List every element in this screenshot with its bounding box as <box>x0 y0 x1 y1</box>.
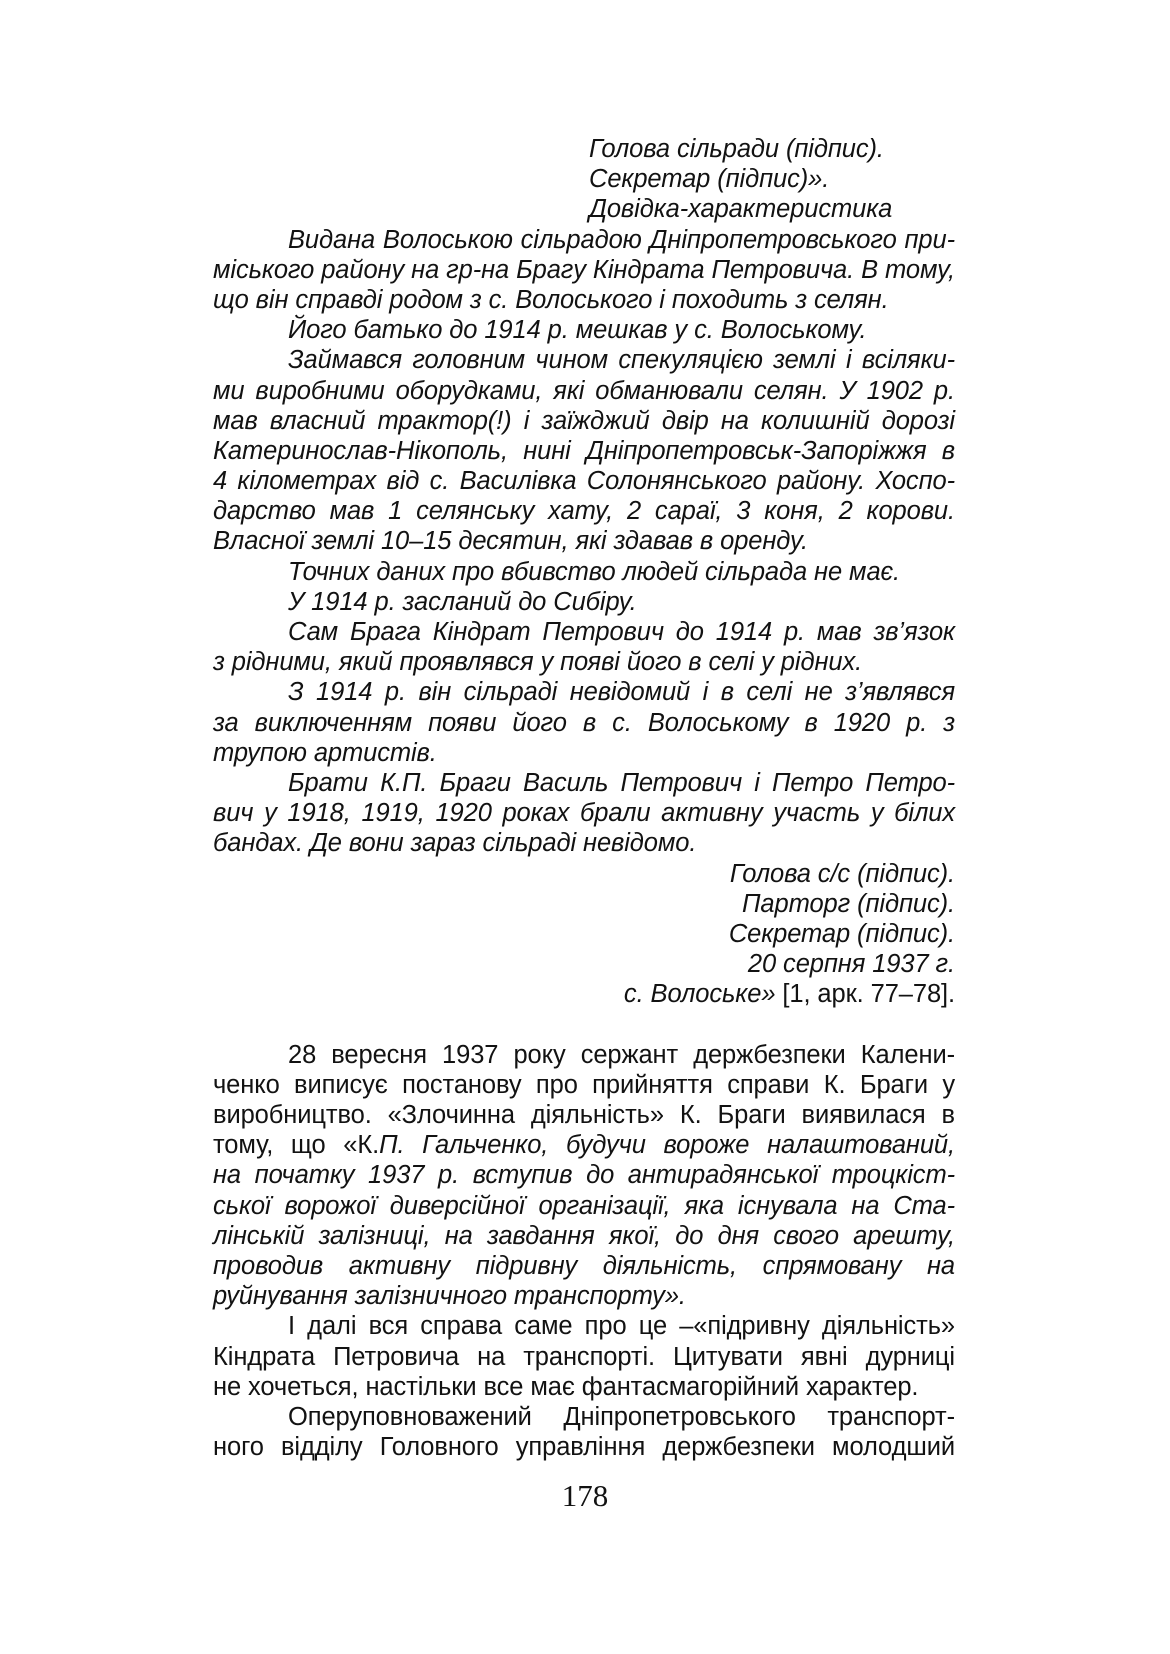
text-line: що він справді родом з с. Волоського і походить з селян. <box>213 285 889 314</box>
text-line: 28 вересня 1937 року сержант держбезпеки Калени- <box>288 1040 955 1069</box>
text-line: ного відділу Головного управління держбезпеки молодший <box>213 1433 955 1462</box>
text-line: міського району на гр-на Брагу Кіндрата Петровича. В тому, <box>213 255 955 284</box>
text-line: Сам Брага Кіндрат Петрович до 1914 р. мав зв’язок <box>288 618 955 646</box>
text-segment: тому, що «К. <box>213 1131 380 1160</box>
text-line: за виключенням появи його в с. Волоському в 1920 р. з <box>213 708 955 737</box>
text-line: Катеринослав-Нікополь, нині Дніпропетровськ-Запоріжжя в <box>213 436 955 465</box>
text-segment: с. Волоське» <box>623 980 783 1009</box>
text-line: Оперуповноважений Дніпропетровського транспорт- <box>288 1402 955 1431</box>
text-segment: [1, арк. 77–78]. <box>782 980 955 1009</box>
text-line: Голова с/с (підпис). <box>729 859 955 888</box>
text-line: лінській залізниці, на завдання якої, до дня свого арешту, <box>213 1221 955 1250</box>
text-line: не хочеться, настільки все має фантасмагорійний характер. <box>213 1372 919 1401</box>
text-line: трупою артистів. <box>213 738 437 767</box>
text-line: Кіндрата Петровича на транспорті. Цитувати явні дурниці <box>213 1342 955 1371</box>
text-line: дарство мав 1 селянську хату, 2 сараї, 3 коня, 2 корови. <box>213 497 955 526</box>
text-line: І далі вся справа саме про це –«підривну діяльність» <box>288 1312 955 1341</box>
text-line: ської ворожої диверсійної організації, яка існувала на Ста- <box>213 1191 955 1220</box>
text-lines <box>213 134 955 1462</box>
text-segment: П. Гальченко, будучи вороже налаштований, <box>379 1131 955 1160</box>
text-line: Секретар (підпис)». <box>589 165 830 194</box>
text-line: 4 кілометрах від с. Василівка Солонянського району. Хоспо- <box>213 467 955 496</box>
text-line: мав власний трактор(!) і заїжджий двір на колишній дорозі <box>213 406 955 435</box>
line-gap <box>213 1009 955 1039</box>
text-line: Брати К.П. Браги Василь Петрович і Петро Петро- <box>288 768 955 797</box>
text-line: Секретар (підпис). <box>728 919 955 948</box>
text-line <box>213 1130 955 1160</box>
text-line: Займався головним чином спекуляцією землі і всіляки- <box>288 346 955 375</box>
text-line: бандах. Де вони зараз сільраді невідомо. <box>213 829 697 858</box>
text-line: Парторг (підпис). <box>742 889 955 918</box>
text-line: Власної землі 10–15 десятин, які здавав в оренду. <box>213 527 808 556</box>
text-line: виробництво. «Злочинна діяльність» К. Браги виявилася в <box>213 1101 955 1129</box>
text-line: ченко виписує постанову про прийняття справи К. Браги у <box>213 1070 955 1099</box>
text-line: з рідними, який проявлявся у появі його в селі у рідних. <box>213 648 863 677</box>
text-line: Видана Волоською сільрадою Дніпропетровського при- <box>288 225 955 254</box>
page-number: 178 <box>561 1478 609 1513</box>
text-line: на початку 1937 р. вступив до антирадянської троцкіст- <box>213 1161 955 1190</box>
text-line: вич у 1918, 1919, 1920 роках брали активну участь у білих <box>213 799 955 828</box>
text-line: Голова сільради (підпис). <box>589 135 884 163</box>
text-line: Точних даних про вбивство людей сільрада не має. <box>288 557 901 586</box>
text-line: ми виробними оборудками, які обманювали селян. У 1902 р. <box>213 376 955 405</box>
text-line: Його батько до 1914 р. мешкав у с. Волоському. <box>288 316 867 345</box>
text-line: Довідка-характеристика <box>589 195 893 224</box>
text-line: проводив активну підривну діяльність, спрямовану на <box>213 1251 955 1280</box>
page-text <box>213 134 955 1462</box>
text-line: 20 серпня 1937 г. <box>747 950 955 979</box>
text-line: З 1914 р. він сільраді невідомий і в селі не з’являвся <box>288 678 955 707</box>
text-line: У 1914 р. засланий до Сибіру. <box>288 587 637 616</box>
text-line <box>213 979 955 1009</box>
text-line: руйнування залізничного транспорту». <box>213 1282 686 1311</box>
